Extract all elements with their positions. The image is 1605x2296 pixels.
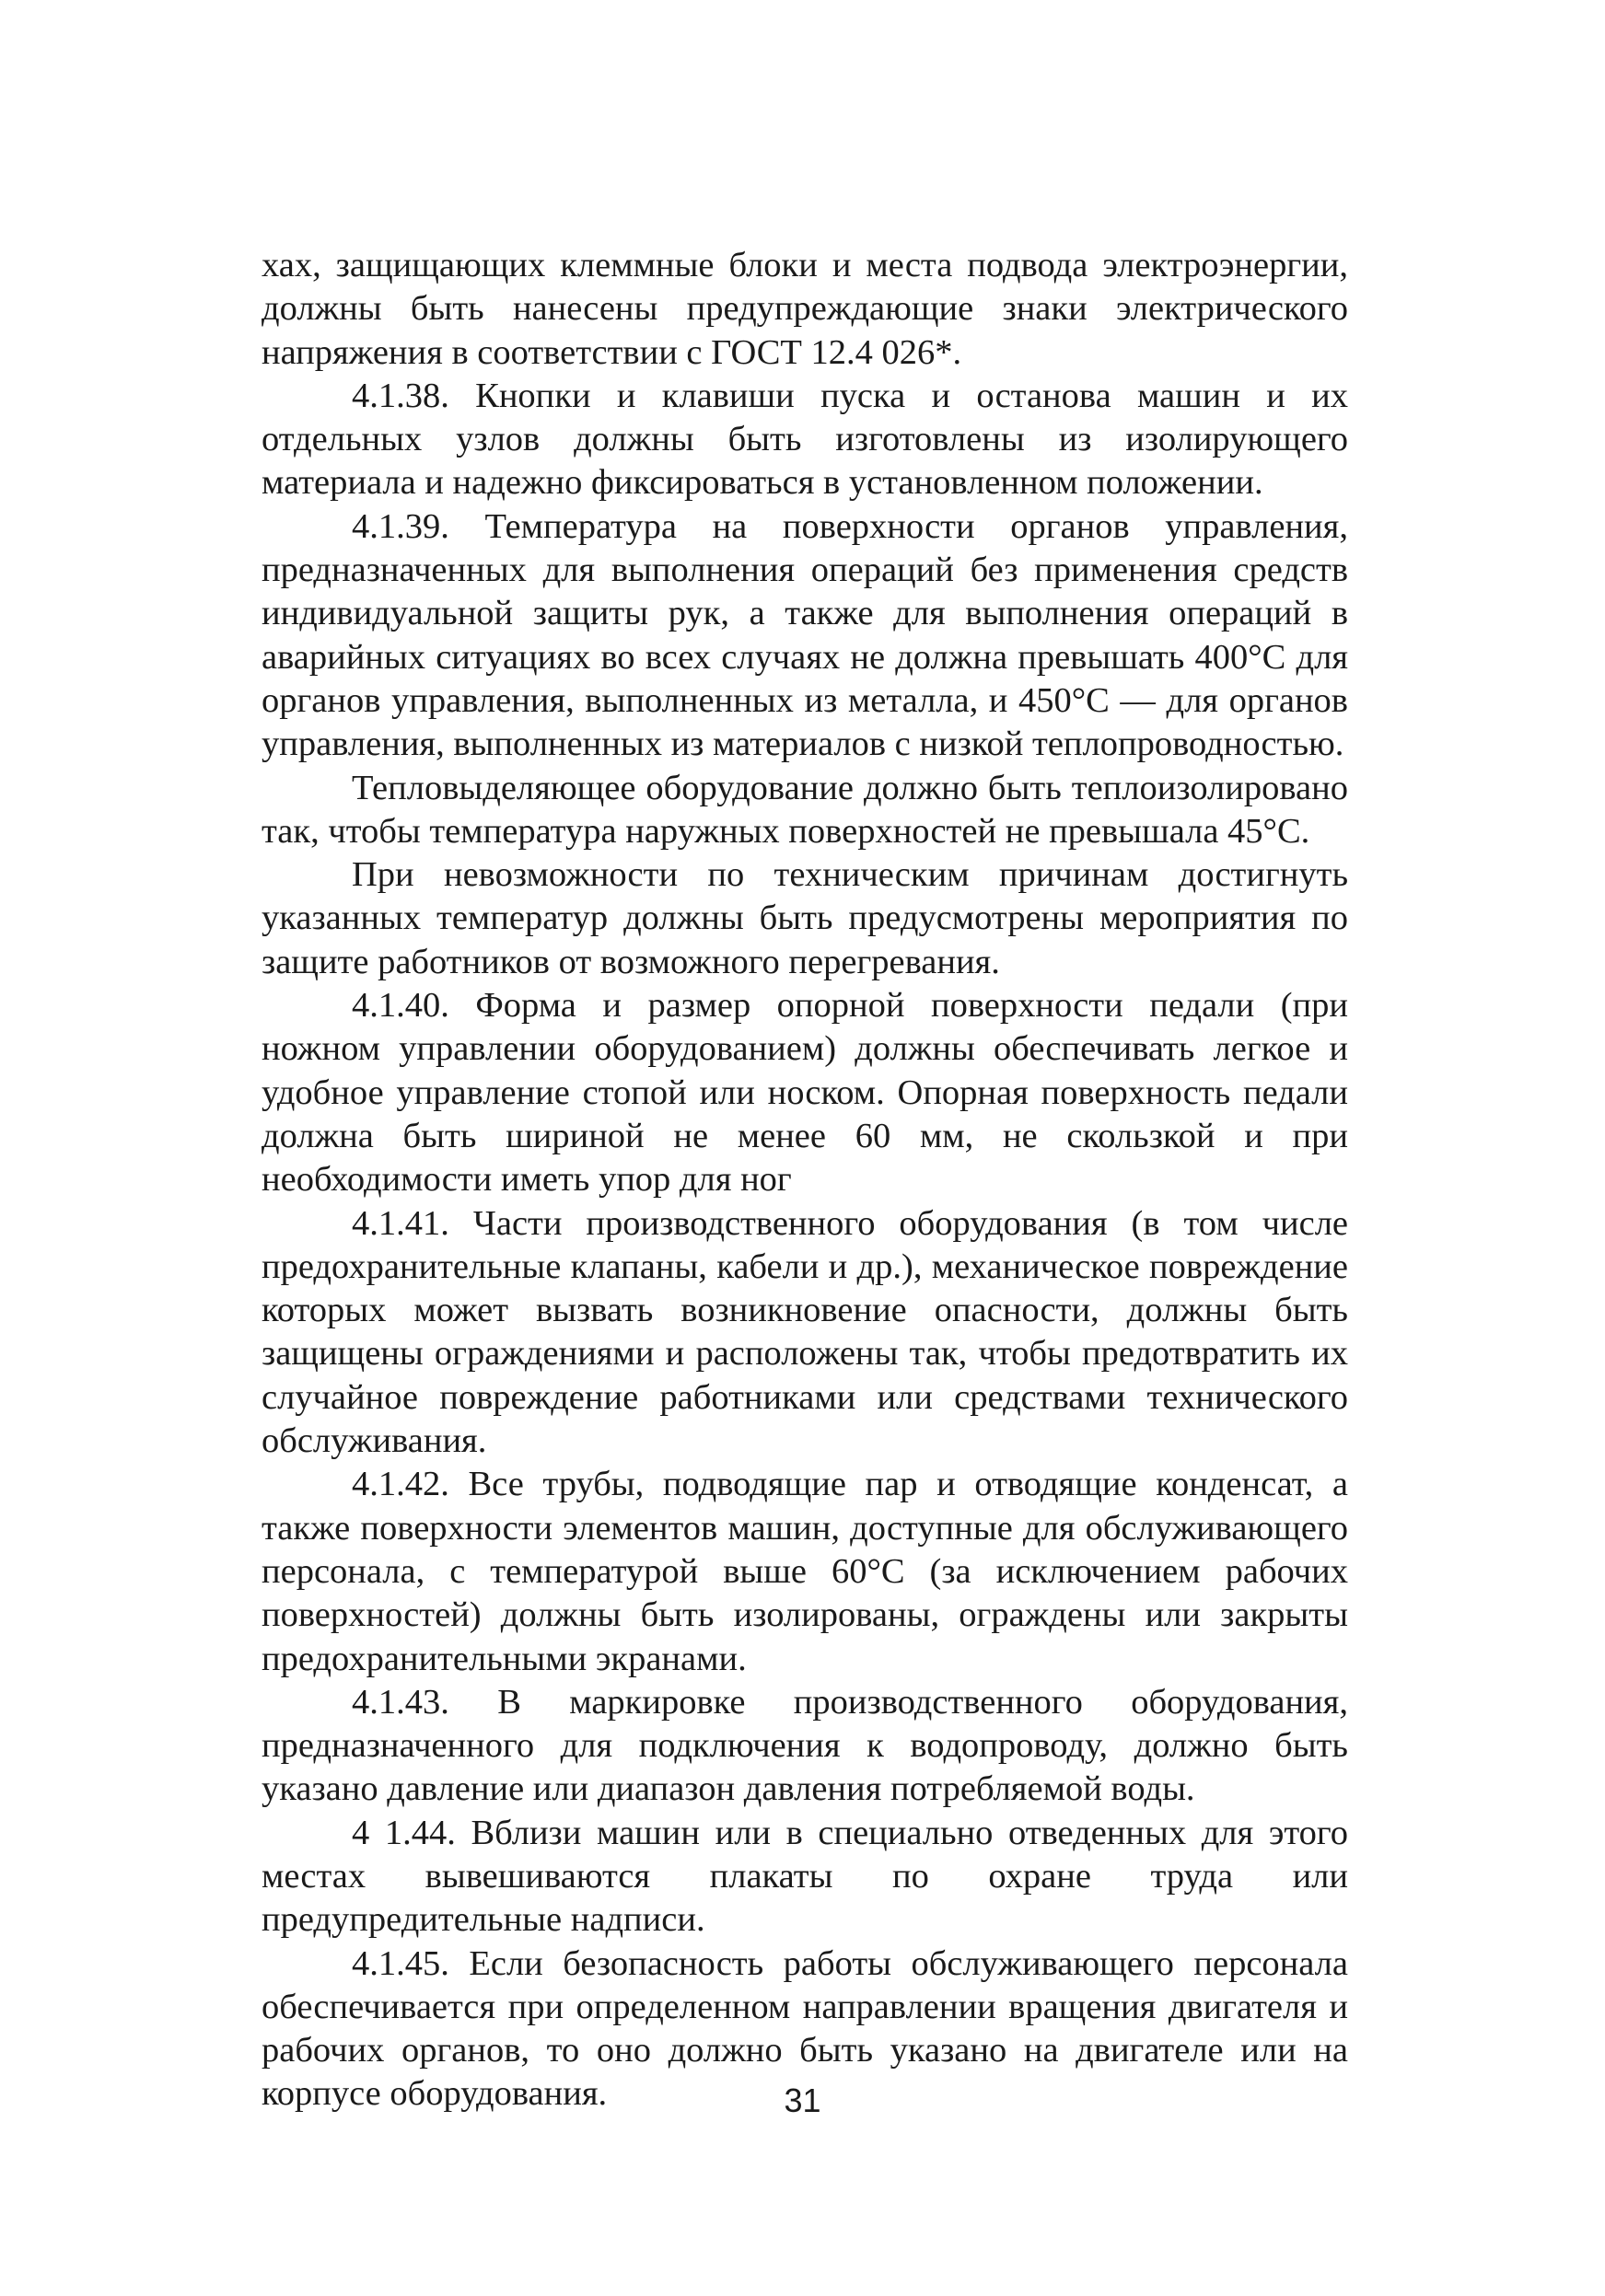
paragraph-4-1-40: 4.1.40. Форма и размер опорной поверхности педали (при ножном управлении оборудованием) должны обеспечивать легкое и удобное управление стопой или носком. Опорная поверхность педали должна быть шириной не менее 60 мм, не скользкой и при необходимости иметь упор для ног xyxy=(262,986,1348,1200)
paragraph-4-1-43: 4.1.43. В маркировке производственного оборудования, предназначенного для подключения к водопроводу, должно быть указано давление или диапазон давления потребляемой воды. xyxy=(262,1682,1348,1809)
body-text xyxy=(262,244,1348,2116)
paragraph-heat-insulation: Тепловыделяющее оборудование должно быть теплоизолировано так, чтобы температура наружных поверхностей не превышала 45°С. xyxy=(262,768,1348,851)
page-number: 31 xyxy=(784,2081,821,2119)
paragraph-4-1-38: 4.1.38. Кнопки и клавиши пуска и останова машин и их отдельных узлов должны быть изготовлены из изолирующего материала и надежно фиксироваться в установленном положении. xyxy=(262,376,1348,503)
paragraph-4-1-44: 4 1.44. Вблизи машин или в специально отведенных для этого местах вывешиваются плакаты по охране труда или предупредительные надписи. xyxy=(262,1813,1348,1940)
paragraph-overheating-measures: При невозможности по техническим причинам достигнуть указанных температур должны быть предусмотрены мероприятия по защите работников от возможного перегревания. xyxy=(262,855,1348,981)
paragraph-4-1-39: 4.1.39. Температура на поверхности органов управления, предназначенных для выполнения операций без применения средств индивидуальной защиты рук, а также для выполнения операций в аварийных ситуациях во всех случаях не должна превышать 400°С для органов управления, выполненных из металла, и 450°С — для органов управления, выполненных из материалов с низкой теплопроводностью. xyxy=(262,506,1348,764)
paragraph-continuation: хах, защищающих клеммные блоки и места подвода электроэнергии, должны быть нанесены предупреждающие знаки электрического напряжения в соответствии с ГОСТ 12.4 026*. xyxy=(262,246,1348,372)
paragraph-4-1-42: 4.1.42. Все трубы, подводящие пар и отводящие конденсат, а также поверхности элементов машин, доступные для обслуживающего персонала, с температурой выше 60°С (за исключением рабочих поверхностей) должны быть изолированы, ограждены или закрыты предохранительными экранами. xyxy=(262,1465,1348,1678)
paragraph-4-1-41: 4.1.41. Части производственного оборудования (в том числе предохранительные клапаны, кабели и др.), механическое повреждение которых может вызвать возникновение опасности, должны быть защищены ограждениями и расположены так, чтобы предотвратить их случайное повреждение работниками или средствами технического обслуживания. xyxy=(262,1203,1348,1461)
paragraph-4-1-45: 4.1.45. Если безопасность работы обслуживающего персонала обеспечивается при определенном направлении вращения двигателя и рабочих органов, то оно должно быть указано на двигателе или на корпусе оборудования. xyxy=(262,1943,1348,2114)
